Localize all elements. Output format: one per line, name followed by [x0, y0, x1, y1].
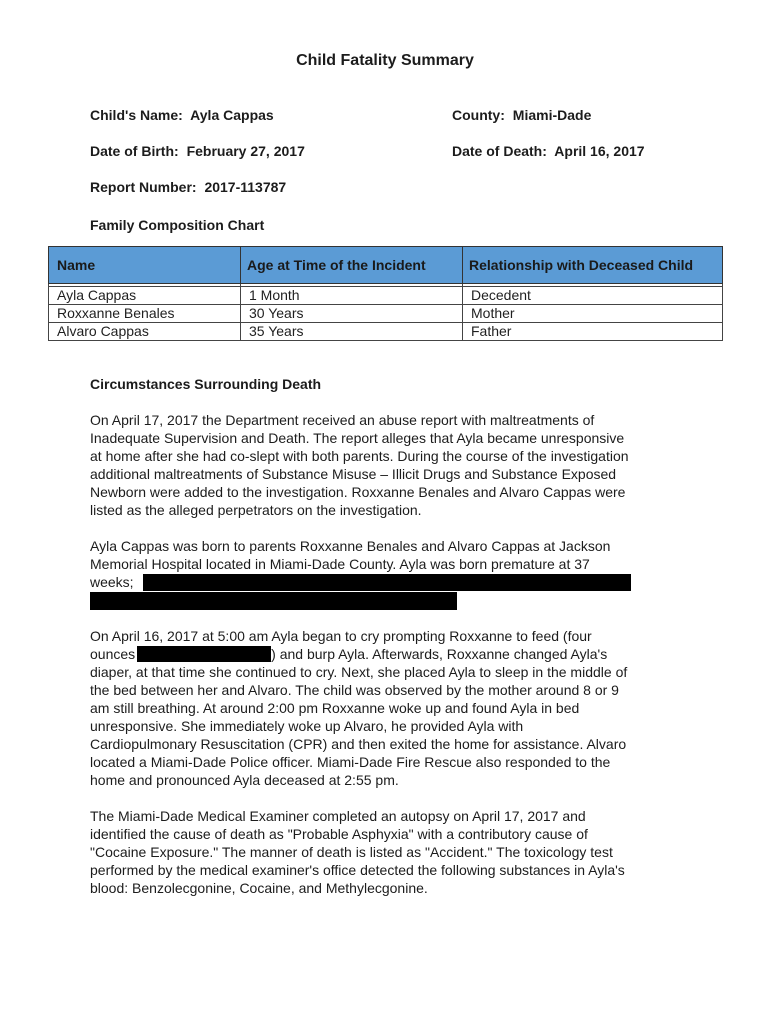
paragraph-line: am still breathing. At around 2:00 pm Roxxanne woke up and found Ayla in bed: [90, 700, 580, 716]
paragraph-line: additional maltreatments of Substance Misuse – Illicit Drugs and Substance Exposed: [90, 466, 617, 482]
paragraph-line: performed by the medical examiner's office detected the following substances in Ayla's: [90, 862, 625, 878]
date-of-birth-value: February 27, 2017: [186, 143, 305, 159]
header-name: Name: [49, 247, 241, 284]
cell-age: 1 Month: [241, 287, 463, 305]
paragraph-line: at home after she had co-slept with both parents. During the course of the investigation: [90, 448, 629, 464]
date-of-death-label: Date of Death:: [452, 143, 547, 159]
header-age: Age at Time of the Incident: [241, 247, 463, 284]
paragraph-line: Cardiopulmonary Resuscitation (CPR) and then exited the home for assistance. Alvaro: [90, 736, 627, 752]
county-field: [452, 107, 591, 123]
cell-age: 30 Years: [241, 305, 463, 323]
paragraph-line: Inadequate Supervision and Death. The report alleges that Ayla became unresponsive: [90, 430, 625, 446]
paragraph-line: listed as the alleged perpetrators on the investigation.: [90, 502, 422, 518]
paragraph-line: home and pronounced Ayla deceased at 2:55 pm.: [90, 772, 399, 788]
date-of-death-value: April 16, 2017: [554, 143, 645, 159]
cell-relationship: Decedent: [463, 287, 723, 305]
date-of-birth-field: [90, 143, 305, 159]
text-fragment: ounces: [90, 646, 136, 662]
paragraph-line: On April 17, 2017 the Department received an abuse report with maltreatments of: [90, 412, 595, 428]
cell-relationship: Father: [463, 323, 723, 341]
cell-name: Roxxanne Benales: [49, 305, 241, 323]
date-of-death-field: [452, 143, 645, 159]
table-header-row: [49, 247, 723, 284]
paragraph-line: the bed between her and Alvaro. The child was observed by the mother around 8 or 9: [90, 682, 619, 698]
cell-name: Alvaro Cappas: [49, 323, 241, 341]
county-value: Miami-Dade: [512, 107, 592, 123]
paragraph-line: "Cocaine Exposure." The manner of death is listed as "Accident." The toxicology test: [90, 844, 613, 860]
childs-name-value: Ayla Cappas: [190, 107, 274, 123]
paragraph-line: located a Miami-Dade Police officer. Miami-Dade Fire Rescue also responded to the: [90, 754, 611, 770]
circumstances-paragraph-1: [90, 411, 690, 519]
table-row: [49, 287, 723, 305]
header-relationship: Relationship with Deceased Child: [463, 247, 723, 284]
table-row: [49, 323, 723, 341]
family-composition-table: [48, 246, 723, 341]
county-label: County:: [452, 107, 505, 123]
paragraph-line: unresponsive. She immediately woke up Alvaro, he provided Ayla with: [90, 718, 524, 734]
cell-name: Ayla Cappas: [49, 287, 241, 305]
paragraph-line: diaper, at that time she continued to cry. Next, she placed Ayla to sleep in the middle of: [90, 664, 628, 680]
page-title: Child Fatality Summary: [296, 52, 474, 69]
report-number-label: Report Number:: [90, 179, 197, 195]
childs-name-field: [90, 107, 274, 123]
paragraph-line: blood: Benzolecgonine, Cocaine, and Methylecgonine.: [90, 880, 428, 896]
family-chart-title: Family Composition Chart: [90, 217, 265, 233]
date-of-birth-label: Date of Birth:: [90, 143, 179, 159]
paragraph-line: Ayla Cappas was born to parents Roxxanne Benales and Alvaro Cappas at Jackson: [90, 538, 611, 554]
circumstances-paragraph-3: [90, 627, 690, 789]
paragraph-line: The Miami-Dade Medical Examiner completed an autopsy on April 17, 2017 and: [90, 808, 586, 824]
table-row: [49, 305, 723, 323]
childs-name-label: Child's Name:: [90, 107, 183, 123]
redaction-bar: [137, 646, 271, 662]
paragraph-line: weeks;: [90, 574, 134, 590]
paragraph-line: On April 16, 2017 at 5:00 am Ayla began to cry prompting Roxxanne to feed (four: [90, 628, 592, 644]
cell-age: 35 Years: [241, 323, 463, 341]
paragraph-line: Newborn were added to the investigation. Roxxanne Benales and Alvaro Cappas were: [90, 484, 626, 500]
paragraph-line-with-redaction: [90, 645, 690, 663]
paragraph-line: identified the cause of death as "Probable Asphyxia" with a contributory cause of: [90, 826, 588, 842]
cell-relationship: Mother: [463, 305, 723, 323]
report-number-value: 2017-113787: [204, 179, 287, 195]
paragraph-line: Memorial Hospital located in Miami-Dade County. Ayla was born premature at 37: [90, 556, 590, 572]
circumstances-paragraph-4: [90, 807, 690, 897]
redaction-bar: [143, 574, 631, 591]
circumstances-heading: Circumstances Surrounding Death: [90, 376, 322, 392]
text-fragment: ) and burp Ayla. Afterwards, Roxxanne changed Ayla's: [271, 646, 608, 662]
redaction-bar: [90, 592, 457, 610]
report-number-field: [90, 179, 286, 195]
